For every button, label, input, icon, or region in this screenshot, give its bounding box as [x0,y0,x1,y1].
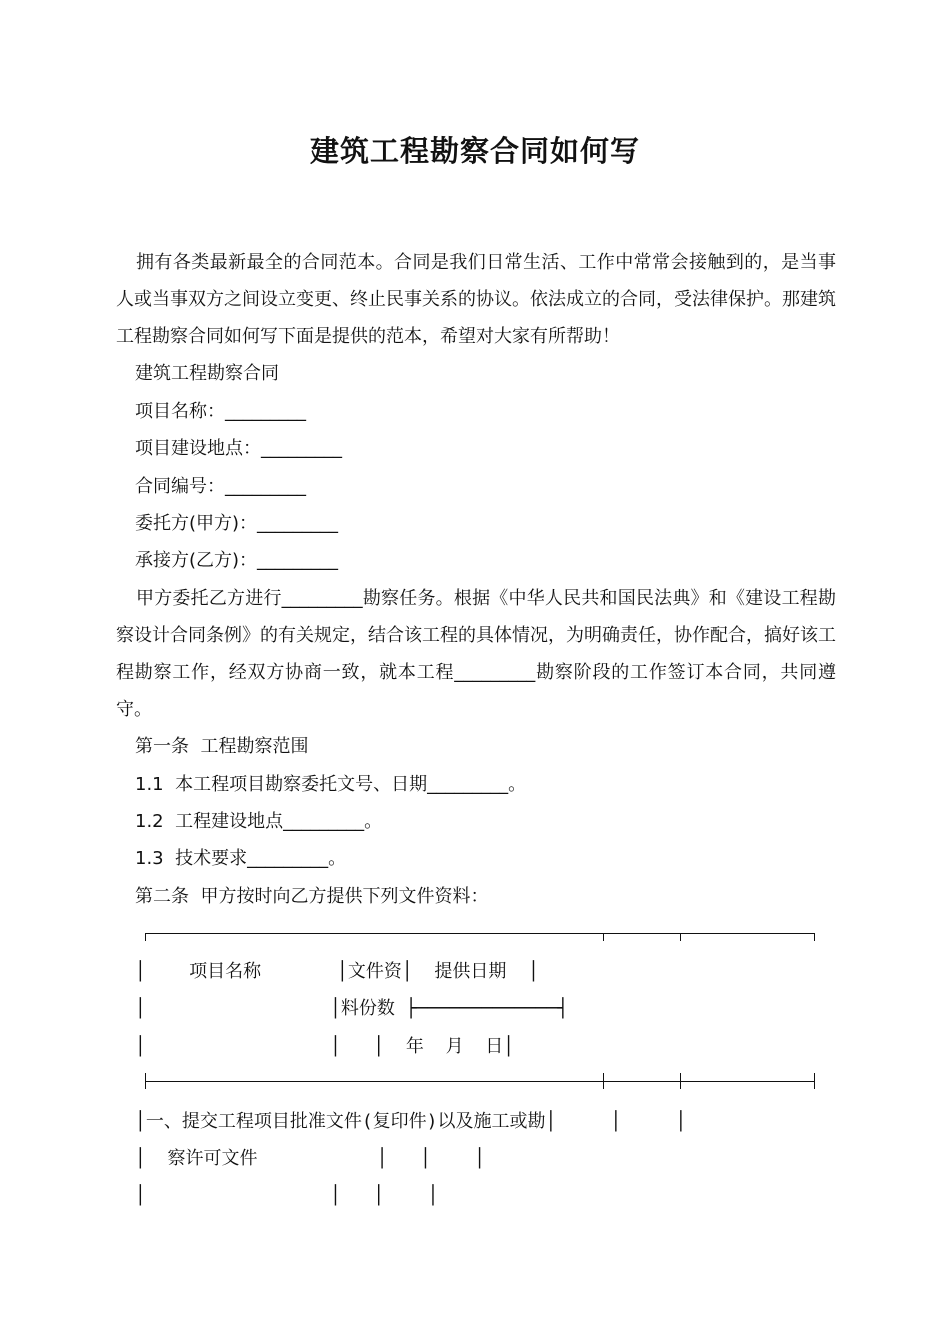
contract-title: 建筑工程勘察合同 [135,363,279,384]
article1-heading: 第一条 工程勘察范围 [135,736,309,757]
field-project-location: 项目建设地点：_________ [135,438,342,459]
intro-paragraph: 拥有各类最新最全的合同范本。合同是我们日常生活、工作中常常会接触到的，是当事人或当事双方之间设立变更、终止民事关系的协议。依法成立的合同，受法律保护。那建筑工程勘察合同如何写下面是提供的范本，希望对大家有所帮助！ [116,252,836,347]
field-contract-number: 合同编号：_________ [135,476,306,497]
body-paragraph: 甲方委托乙方进行_________勘察任务。根据《中华人民共和国民法典》和《建设工程勘察设计合同条例》的有关规定，结合该工程的具体情况，为明确责任，协作配合，搞好该工程勘察工作，经双方协商一致，就本工程_________勘察阶段的工作签订本合同，共同遵守。 [116,588,836,720]
article1-item: 1.1 本工程项目勘察委托文号、日期_________。 [135,774,527,795]
article1-item: 1.3 技术要求_________。 [135,848,347,869]
field-contractor-party-b: 承接方(乙方)：_________ [135,550,339,571]
table-row: │ 察许可文件 │ │ │ [135,1148,486,1169]
article1-item: 1.2 工程建设地点_________。 [135,811,383,832]
table-header-row: │ │ │ 年 月 日│ [135,1036,515,1057]
field-project-name: 项目名称：_________ [135,401,306,422]
table-row: │ │ │ │ [135,1185,439,1206]
table-header-row: │ 项目名称 │文件资│ 提供日期 │ [135,961,539,982]
table-header-row: │ │料份数 ├─────────────┤ [135,998,569,1019]
table-row: │一、提交工程项目批准文件(复印件)以及施工或勘│ │ │ [135,1111,687,1132]
document-title: 建筑工程勘察合同如何写 [309,134,640,168]
field-client-party-a: 委托方(甲方)：_________ [135,513,339,534]
article2-heading: 第二条 甲方按时向乙方提供下列文件资料： [135,886,489,907]
